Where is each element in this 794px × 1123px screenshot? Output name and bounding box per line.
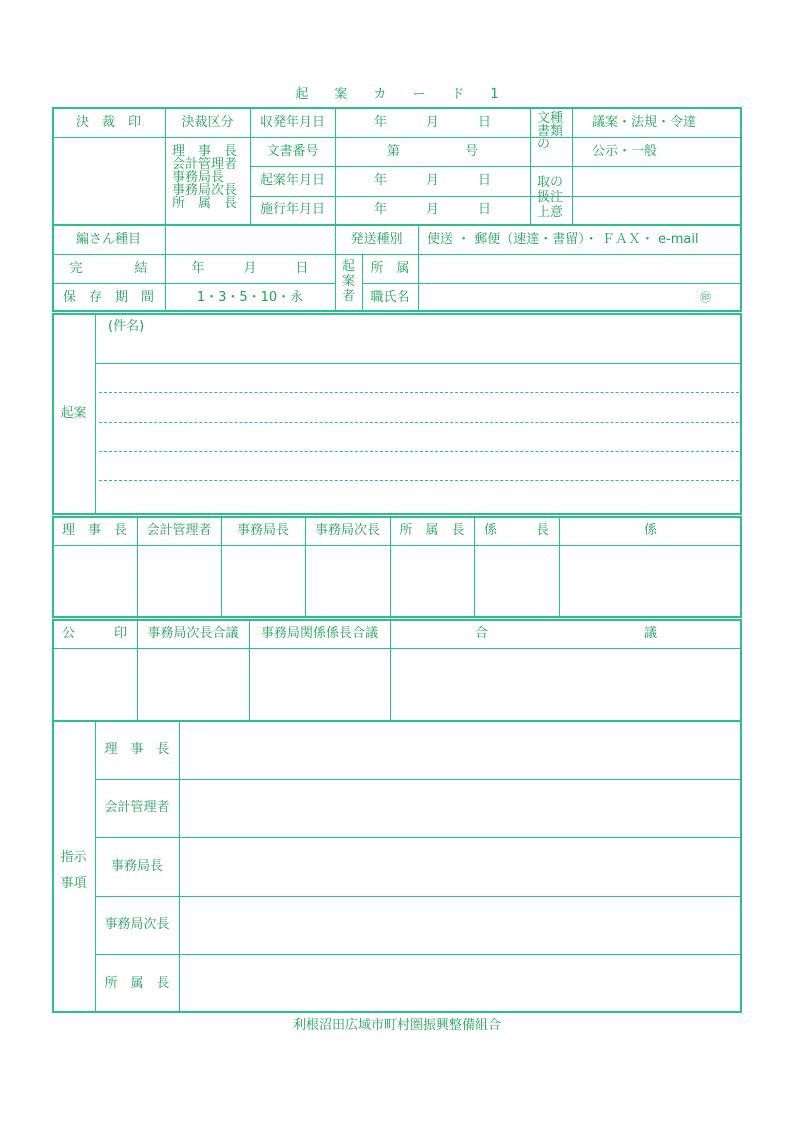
kanketsu-label: 完 結 [69, 261, 148, 276]
kian-label: 起案 [60, 406, 87, 421]
approver-kaikei: 会計管理者 [146, 523, 212, 538]
kessai-kubun-label: 決裁区分 [181, 115, 234, 130]
seal-icon: ㊞ [700, 291, 711, 304]
organization-footer: 利根沼田広域市町村圏振興整備組合 [292, 1018, 501, 1033]
shozoku-label: 所 属 [370, 261, 410, 276]
kian-date-label: 起案年月日 [259, 173, 325, 188]
shiji-kaikei: 会計管理者 [104, 800, 170, 815]
approver-shozokucho: 所 属 長 [399, 523, 465, 538]
hozon-kikan-label: 保 存 期 間 [62, 290, 154, 305]
shiji-jichou: 事務局次長 [104, 917, 170, 932]
approver-jichou: 事務局次長 [314, 523, 380, 538]
kankei-gogi-label: 事務局関係係長合議 [260, 626, 378, 641]
seko-date-label: 施行年月日 [259, 202, 325, 217]
hozon-options: 1・3・5・10・永 [196, 290, 304, 305]
shuhatsu-date-label: 収発年月日 [259, 115, 325, 130]
koin-label: 公 印 [61, 626, 127, 641]
shiji-shozokucho: 所 属 長 [104, 976, 170, 991]
approver-kakaricho: 係 長 [483, 523, 549, 538]
shuhatsu-date-value: 年 月 日 [373, 115, 491, 130]
form-title: 起 案 カ ー ド 1 [295, 87, 499, 102]
shurui-option-2: 公示・一般 [592, 144, 658, 159]
kenmei-field[interactable] [97, 336, 739, 360]
shiji-label: 指示 事項 [60, 850, 87, 891]
jichou-gogi-label: 事務局次長合議 [147, 626, 239, 641]
hasso-options: 使送 ・ 郵便（速達・書留）・ ＦＡＸ・ e-mail [427, 232, 699, 247]
approver-kakari: 係 [643, 523, 657, 538]
kenmei-label: (件名) [108, 319, 145, 334]
shiji-jimukyokucho: 事務局長 [110, 859, 163, 874]
kessai-roles: 理 事 長 会計管理者 事務局長 事務局次長 所 属 長 [172, 144, 238, 211]
shiji-rijicho: 理 事 長 [104, 742, 170, 757]
kian-date-value: 年 月 日 [373, 173, 491, 188]
kanketsu-date: 年 月 日 [191, 261, 309, 276]
kessai-in-label: 決 裁 印 [75, 115, 141, 130]
gogi-label: 合 議 [474, 626, 657, 641]
approver-rijicho: 理 事 長 [61, 523, 127, 538]
hasso-shubetsu-label: 発送種別 [350, 232, 403, 247]
bunsho-shurui-label: 文種 書類 の [537, 111, 564, 152]
toriatsukai-label: 取の 扱注 上意 [537, 175, 564, 220]
seko-date-value: 年 月 日 [373, 202, 491, 217]
approver-jimukyokucho: 事務局長 [236, 523, 289, 538]
bunsho-bango-label: 文書番号 [266, 144, 319, 159]
kiansha-label: 起 案 者 [341, 259, 355, 304]
shurui-option-1: 議案・法規・令達 [592, 115, 697, 130]
bunsho-bango-value: 第 号 [386, 144, 478, 159]
hensan-shumoku-label: 編さん種目 [75, 232, 141, 247]
shokushimei-label: 職氏名 [370, 290, 410, 305]
